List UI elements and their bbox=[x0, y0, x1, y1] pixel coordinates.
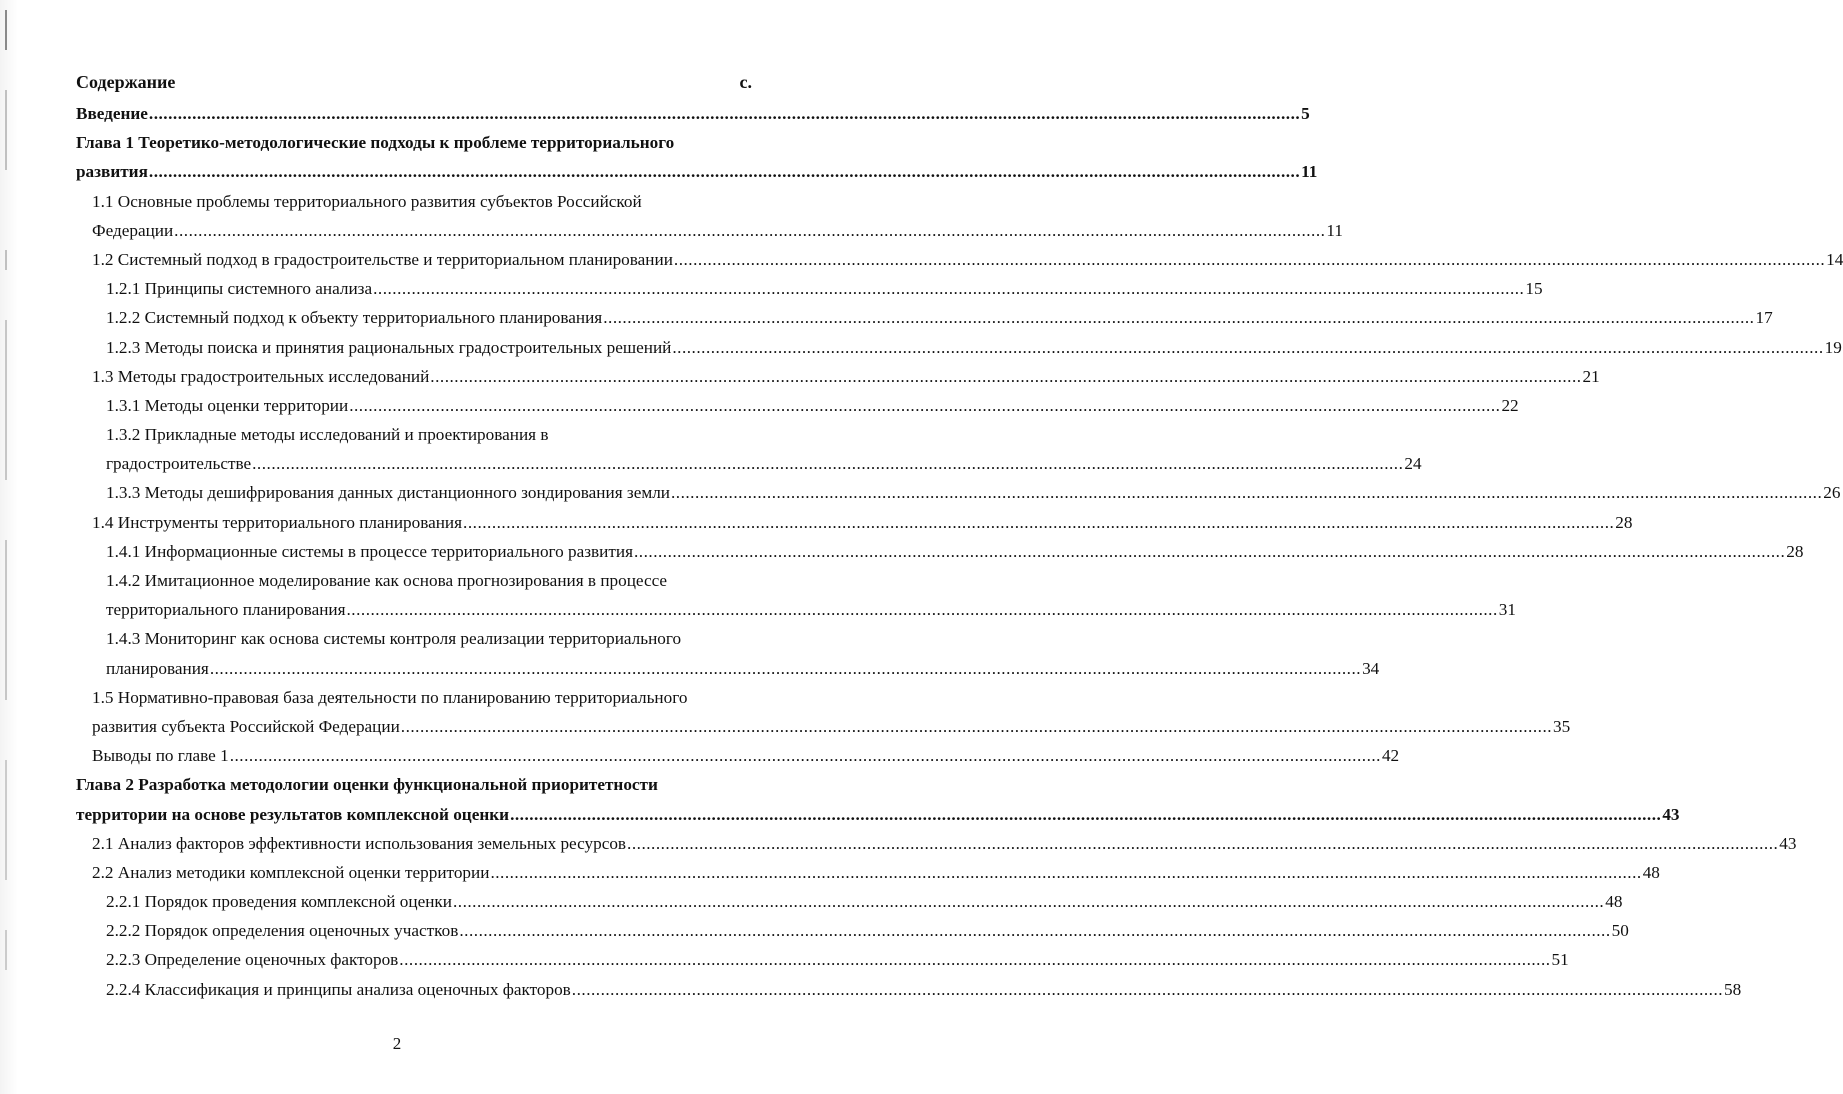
dot-leader: ................................................................................................................................................................................................................................................ bbox=[672, 337, 1824, 357]
dot-leader: ................................................................................................................................................................................................................................................ bbox=[490, 862, 1642, 882]
toc-entry-text: 2.2.1 Порядок проведения комплексной оценки bbox=[106, 892, 452, 912]
toc-entry-text: 1.2.2 Системный подход к объекту территориального планирования bbox=[106, 308, 603, 328]
dot-leader: ................................................................................................................................................................................................................................................ bbox=[634, 541, 1786, 561]
scan-edge bbox=[0, 0, 18, 1094]
toc-entry[interactable] bbox=[76, 478, 1841, 507]
toc-entry[interactable] bbox=[76, 887, 1623, 916]
toc-entry[interactable] bbox=[76, 391, 1519, 420]
toc-entry-text: Глава 1 Теоретико-методологические подходы к проблеме территориального bbox=[76, 133, 675, 153]
toc-entry-text: развития bbox=[76, 162, 148, 182]
toc-entry[interactable] bbox=[76, 362, 1600, 391]
toc-entry[interactable] bbox=[76, 916, 1629, 945]
toc-entry-text: 2.2.3 Определение оценочных факторов bbox=[106, 950, 399, 970]
toc-entry-text: 1.4.3 Мониторинг как основа системы контроля реализации территориального bbox=[106, 629, 682, 649]
toc-entry-text: 1.3.1 Методы оценки территории bbox=[106, 395, 349, 415]
toc-entry-text: развития субъекта Российской Федерации bbox=[92, 716, 400, 736]
toc-page-number: 26 bbox=[1823, 483, 1841, 503]
dot-leader: ................................................................................................................................................................................................................................................ bbox=[349, 395, 1501, 415]
dot-leader: ................................................................................................................................................................................................................................................ bbox=[252, 454, 1404, 474]
toc-entry[interactable] bbox=[76, 770, 1680, 828]
dot-leader: ................................................................................................................................................................................................................................................ bbox=[373, 279, 1525, 299]
dot-leader: ................................................................................................................................................................................................................................................ bbox=[627, 833, 1779, 853]
toc-page-number: 50 bbox=[1611, 921, 1629, 941]
toc-header bbox=[76, 72, 752, 96]
toc-entry-text: 1.4.1 Информационные системы в процессе территориального развития bbox=[106, 541, 633, 561]
toc-page-number: 15 bbox=[1525, 279, 1543, 299]
dot-leader: ................................................................................................................................................................................................................................................ bbox=[463, 512, 1615, 532]
toc-entry[interactable] bbox=[76, 537, 1804, 566]
toc-page-number: 28 bbox=[1615, 512, 1633, 532]
toc-page-number: 42 bbox=[1381, 746, 1400, 766]
toc-entry[interactable] bbox=[76, 99, 1310, 128]
toc-entry-text: 2.2.2 Порядок определения оценочных участков bbox=[106, 921, 459, 941]
toc-entry-text: 1.1 Основные проблемы территориального развития субъектов Российской bbox=[92, 191, 642, 211]
toc-entry[interactable] bbox=[76, 829, 1797, 858]
toc-entry-text: 2.1 Анализ факторов эффективности использования земельных ресурсов bbox=[92, 833, 627, 853]
toc-entry-text: территориального планирования bbox=[106, 600, 346, 620]
toc-entry[interactable] bbox=[76, 945, 1569, 974]
toc-entry[interactable] bbox=[76, 566, 1516, 624]
toc-page-number: 11 bbox=[1301, 162, 1318, 182]
toc-page-number: 31 bbox=[1498, 600, 1516, 620]
toc-entry[interactable] bbox=[76, 420, 1422, 478]
toc-entry[interactable] bbox=[76, 624, 1380, 682]
toc-entry[interactable] bbox=[76, 333, 1842, 362]
toc-page-number: 51 bbox=[1551, 950, 1569, 970]
dot-leader: ................................................................................................................................................................................................................................................ bbox=[673, 249, 1826, 269]
toc-entry-text: Выводы по главе 1 bbox=[92, 746, 229, 766]
toc-entry[interactable] bbox=[76, 975, 1742, 1004]
toc-entry[interactable] bbox=[76, 683, 1571, 741]
dot-leader: ................................................................................................................................................................................................................................................ bbox=[148, 104, 1301, 123]
toc-entry-text: Глава 2 Разработка методологии оценки функциональной приоритетности bbox=[76, 775, 658, 795]
dot-leader: ................................................................................................................................................................................................................................................ bbox=[346, 600, 1498, 620]
dot-leader: ................................................................................................................................................................................................................................................ bbox=[399, 950, 1551, 970]
dot-leader: ................................................................................................................................................................................................................................................ bbox=[174, 220, 1326, 240]
toc-entry-text: 1.3.2 Прикладные методы исследований и проектирования в bbox=[106, 425, 549, 445]
toc-entry-text: 1.5 Нормативно-правовая база деятельности по планированию территориального bbox=[92, 687, 688, 707]
toc-page-number: 48 bbox=[1642, 862, 1660, 882]
page-number: 2 bbox=[392, 1034, 402, 1053]
dot-leader: ................................................................................................................................................................................................................................................ bbox=[571, 979, 1724, 999]
toc-page-number: 24 bbox=[1404, 454, 1422, 474]
toc-page-number: 34 bbox=[1362, 658, 1380, 678]
dot-leader: ................................................................................................................................................................................................................................................ bbox=[148, 162, 1301, 182]
toc-page-number: 14 bbox=[1826, 249, 1843, 269]
toc-entry[interactable] bbox=[76, 858, 1660, 887]
toc-entry[interactable] bbox=[76, 187, 1343, 245]
dot-leader: ................................................................................................................................................................................................................................................ bbox=[670, 483, 1823, 503]
dot-leader: ................................................................................................................................................................................................................................................ bbox=[209, 658, 1362, 678]
dot-leader: ................................................................................................................................................................................................................................................ bbox=[452, 892, 1605, 912]
toc-entry-text: 1.3 Методы градостроительных исследований bbox=[92, 366, 430, 386]
toc-entry-text: 2.2 Анализ методики комплексной оценки территории bbox=[92, 862, 490, 882]
toc-page-number: 22 bbox=[1501, 395, 1519, 415]
toc-entry-text: 1.2.3 Методы поиска и принятия рациональных градостроительных решений bbox=[106, 337, 672, 357]
toc-entry-text: 1.2.1 Принципы системного анализа bbox=[106, 279, 373, 299]
toc-entry[interactable] bbox=[76, 245, 1843, 274]
toc-entry[interactable] bbox=[76, 303, 1773, 332]
toc-page-number: 28 bbox=[1786, 541, 1804, 561]
toc-page-number: 19 bbox=[1824, 337, 1842, 357]
toc-page-number: 11 bbox=[1326, 220, 1343, 240]
toc-page-number: 48 bbox=[1605, 892, 1623, 912]
dot-leader: ................................................................................................................................................................................................................................................ bbox=[459, 921, 1611, 941]
dot-leader: ................................................................................................................................................................................................................................................ bbox=[400, 716, 1553, 736]
toc-entry-text: градостроительстве bbox=[106, 454, 252, 474]
toc-entry-text: 1.3.3 Методы дешифрирования данных дистанционного зондирования земли bbox=[106, 483, 670, 503]
toc-entry-text: территории на основе результатов комплексной оценки bbox=[76, 804, 510, 824]
toc-title: Содержание bbox=[76, 72, 176, 92]
toc-entry-text: Федерации bbox=[92, 220, 174, 240]
toc-page-number: 43 bbox=[1662, 804, 1680, 824]
toc-entry[interactable] bbox=[76, 508, 1633, 537]
toc-entry-text: Введение bbox=[76, 104, 148, 123]
toc-page-number: 21 bbox=[1582, 366, 1600, 386]
toc-entry-text: 2.2.4 Классификация и принципы анализа оценочных факторов bbox=[106, 979, 571, 999]
toc-entry[interactable] bbox=[76, 274, 1543, 303]
dot-leader: ................................................................................................................................................................................................................................................ bbox=[510, 804, 1662, 824]
toc-page-number: 35 bbox=[1553, 716, 1571, 736]
table-of-contents bbox=[76, 99, 1843, 1004]
toc-entry-text: 1.4.2 Имитационное моделирование как основа прогнозирования в процессе bbox=[106, 571, 668, 590]
toc-entry[interactable] bbox=[76, 128, 1318, 186]
toc-entry-text: 1.2 Системный подход в градостроительстве и территориальном планировании bbox=[92, 249, 673, 269]
toc-entry-text: 1.4 Инструменты территориального планирования bbox=[92, 512, 463, 532]
dot-leader: ................................................................................................................................................................................................................................................ bbox=[603, 308, 1755, 328]
toc-page-number: 58 bbox=[1724, 979, 1742, 999]
dot-leader: ................................................................................................................................................................................................................................................ bbox=[430, 366, 1582, 386]
toc-page-number: 5 bbox=[1301, 104, 1310, 123]
toc-page-number: 43 bbox=[1779, 833, 1797, 853]
dot-leader: ................................................................................................................................................................................................................................................ bbox=[229, 746, 1381, 766]
page-column-label: с. bbox=[739, 72, 752, 92]
toc-entry[interactable] bbox=[76, 741, 1400, 770]
toc-entry-text: планирования bbox=[106, 658, 209, 678]
toc-page-number: 17 bbox=[1755, 308, 1773, 328]
